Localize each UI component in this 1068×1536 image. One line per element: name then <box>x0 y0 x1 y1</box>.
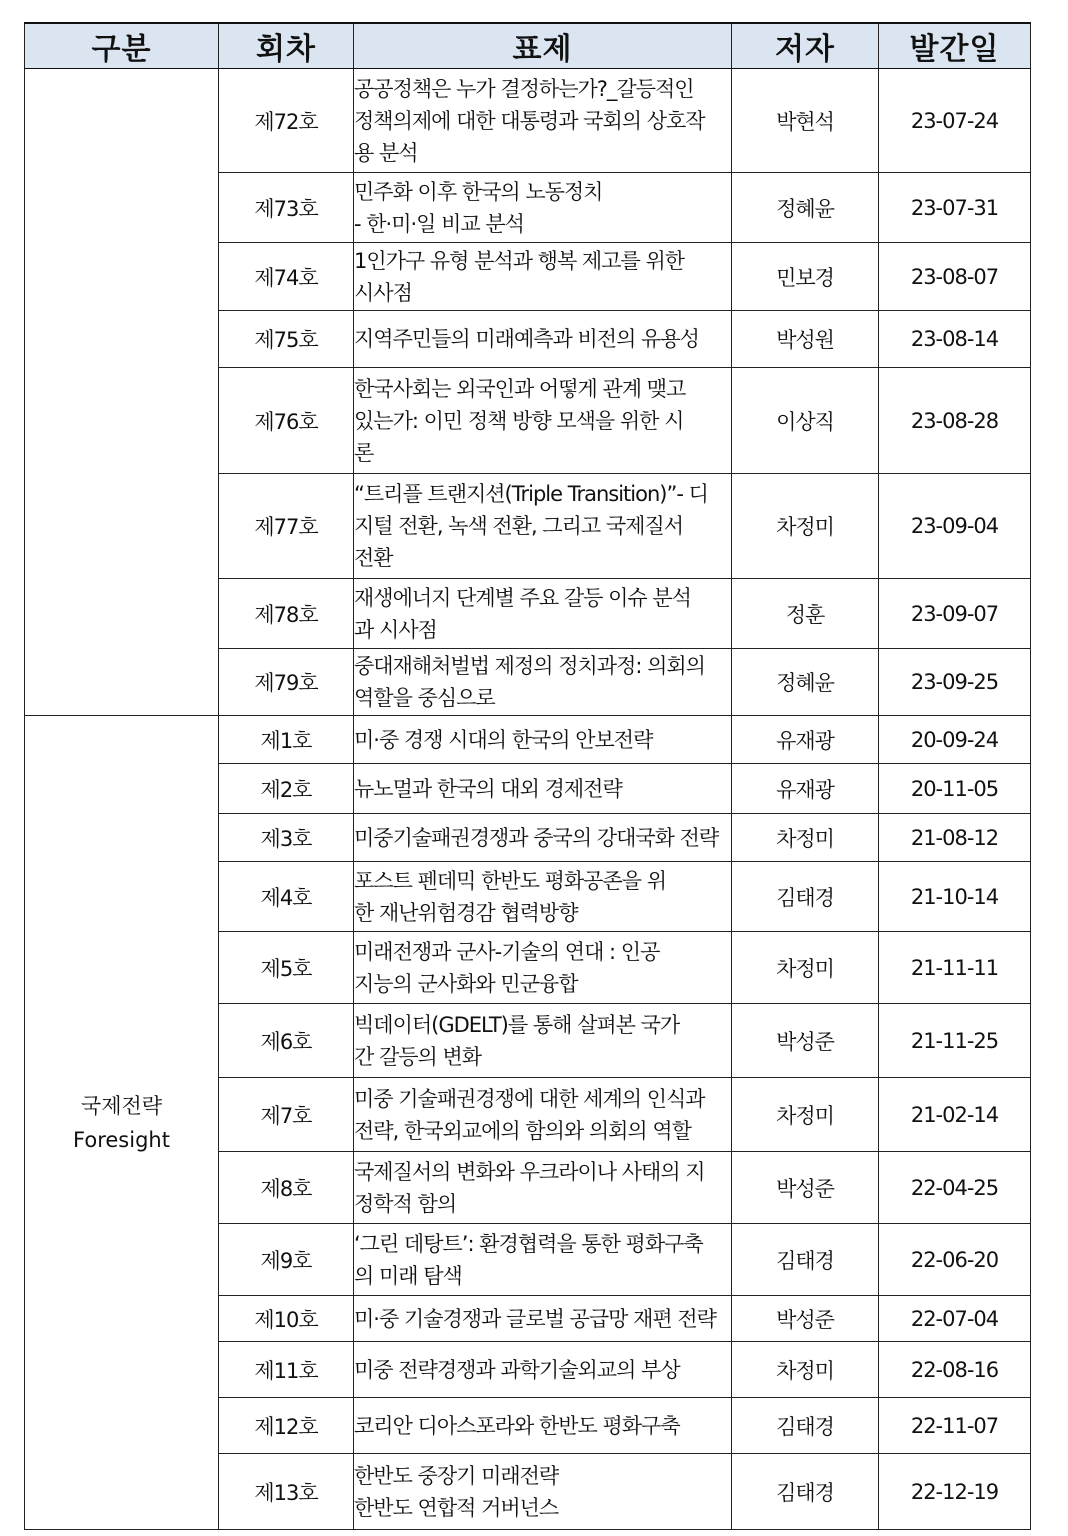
publish-date-cell: 21-11-11 <box>879 932 1031 1004</box>
title-line: 지능의 군사화와 민군융합 <box>354 971 578 996</box>
issue-number-cell: 제1호 <box>219 716 354 764</box>
issue-number-cell: 제77호 <box>219 474 354 579</box>
issue-number-cell: 제11호 <box>219 1342 354 1398</box>
title-cell <box>354 1004 732 1078</box>
title-line: 민주화 이후 한국의 노동정치 <box>354 179 603 204</box>
publish-date-cell: 23-07-31 <box>879 173 1031 243</box>
title-line: 공공정책은 누가 결정하는가?_갈등적인 <box>354 76 694 101</box>
issue-number-cell: 제13호 <box>219 1454 354 1530</box>
publish-date-cell: 23-09-04 <box>879 474 1031 579</box>
title-cell <box>354 1296 732 1342</box>
title-line: - 한·미·일 비교 분석 <box>354 211 524 236</box>
author-cell: 박성준 <box>732 1004 879 1078</box>
publication-table <box>24 22 1031 1530</box>
title-cell <box>354 1454 732 1530</box>
author-cell: 이상직 <box>732 368 879 474</box>
author-cell: 박성준 <box>732 1152 879 1224</box>
table-body <box>25 69 1031 1530</box>
header-publish-date: 발간일 <box>879 23 1031 69</box>
publish-date-cell: 23-09-25 <box>879 649 1031 716</box>
author-cell: 박현석 <box>732 69 879 173</box>
publish-date-cell: 23-08-14 <box>879 311 1031 368</box>
author-cell: 유재광 <box>732 716 879 764</box>
title-cell <box>354 69 732 173</box>
title-cell <box>354 1078 732 1152</box>
title-line: 한반도 연합적 거버넌스 <box>354 1495 559 1520</box>
title-line: 미·중 기술경쟁과 글로벌 공급망 재편 전략 <box>354 1306 716 1331</box>
title-cell <box>354 368 732 474</box>
title-line: 있는가: 이민 정책 방향 모색을 위한 시 <box>354 408 684 433</box>
issue-number-cell: 제5호 <box>219 932 354 1004</box>
table-row <box>25 69 1031 173</box>
title-cell <box>354 649 732 716</box>
title-line: “트리플 트랜지션(Triple Transition)”- 디 <box>354 482 708 506</box>
title-line: 역할을 중심으로 <box>354 686 495 710</box>
table-row <box>25 716 1031 764</box>
title-cell <box>354 579 732 649</box>
title-cell <box>354 932 732 1004</box>
title-line: 미중기술패권경쟁과 중국의 강대국화 전략 <box>354 825 719 850</box>
publish-date-cell: 22-04-25 <box>879 1152 1031 1224</box>
publish-date-cell: 22-06-20 <box>879 1224 1031 1296</box>
author-cell: 차정미 <box>732 932 879 1004</box>
title-line: 지역주민들의 미래예측과 비전의 유용성 <box>354 327 699 351</box>
publish-date-cell: 21-10-14 <box>879 862 1031 932</box>
title-line: 정책의제에 대한 대통령과 국회의 상호작 <box>354 108 705 133</box>
title-cell <box>354 764 732 814</box>
issue-number-cell: 제78호 <box>219 579 354 649</box>
publish-date-cell: 21-08-12 <box>879 814 1031 862</box>
title-line: 론 <box>354 440 374 465</box>
title-cell <box>354 862 732 932</box>
title-line: 재생에너지 단계별 주요 갈등 이슈 분석 <box>354 585 691 610</box>
title-cell <box>354 243 732 311</box>
author-cell: 차정미 <box>732 1342 879 1398</box>
title-cell <box>354 1152 732 1224</box>
author-cell: 민보경 <box>732 243 879 311</box>
issue-number-cell: 제8호 <box>219 1152 354 1224</box>
issue-number-cell: 제9호 <box>219 1224 354 1296</box>
issue-number-cell: 제79호 <box>219 649 354 716</box>
title-line: 포스트 펜데믹 한반도 평화공존을 위 <box>354 868 666 893</box>
title-line: 중대재해처벌법 제정의 정치과정: 의회의 <box>354 654 705 678</box>
issue-number-cell: 제6호 <box>219 1004 354 1078</box>
title-cell <box>354 1398 732 1454</box>
header-row <box>25 23 1031 69</box>
issue-number-cell: 제76호 <box>219 368 354 474</box>
author-cell: 차정미 <box>732 474 879 579</box>
header-author: 저자 <box>732 23 879 69</box>
title-cell <box>354 1224 732 1296</box>
publish-date-cell: 23-08-07 <box>879 243 1031 311</box>
publish-date-cell: 21-11-25 <box>879 1004 1031 1078</box>
publish-date-cell: 23-09-07 <box>879 579 1031 649</box>
author-cell: 김태경 <box>732 1454 879 1530</box>
issue-number-cell: 제7호 <box>219 1078 354 1152</box>
publish-date-cell: 23-07-24 <box>879 69 1031 173</box>
title-line: 미중 기술패권경쟁에 대한 세계의 인식과 <box>354 1086 705 1111</box>
issue-number-cell: 제3호 <box>219 814 354 862</box>
author-cell: 김태경 <box>732 1224 879 1296</box>
header-category: 구분 <box>25 23 219 69</box>
issue-number-cell: 제73호 <box>219 173 354 243</box>
title-line: 한반도 중장기 미래전략 <box>354 1463 559 1488</box>
author-cell: 정훈 <box>732 579 879 649</box>
publish-date-cell: 22-12-19 <box>879 1454 1031 1530</box>
title-line: 간 갈등의 변화 <box>354 1044 482 1069</box>
author-cell: 김태경 <box>732 1398 879 1454</box>
title-line: 코리안 디아스포라와 한반도 평화구축 <box>354 1413 680 1438</box>
title-cell <box>354 311 732 368</box>
title-line: 한 재난위험경감 협력방향 <box>354 900 578 925</box>
issue-number-cell: 제74호 <box>219 243 354 311</box>
author-cell: 차정미 <box>732 1078 879 1152</box>
title-line: 정학적 함의 <box>354 1191 457 1216</box>
title-line: ‘그린 데탕트’: 환경협력을 통한 평화구축 <box>354 1231 703 1256</box>
issue-number-cell: 제10호 <box>219 1296 354 1342</box>
title-line: 전략, 한국외교에의 함의와 의회의 역할 <box>354 1118 691 1143</box>
header-title: 표제 <box>354 23 732 69</box>
title-line: 미중 전략경쟁과 과학기술외교의 부상 <box>354 1357 680 1382</box>
title-cell <box>354 1342 732 1398</box>
issue-number-cell: 제72호 <box>219 69 354 173</box>
author-cell: 정혜윤 <box>732 649 879 716</box>
author-cell: 박성원 <box>732 311 879 368</box>
header-issue-number: 회차 <box>219 23 354 69</box>
title-line: 뉴노멀과 한국의 대외 경제전략 <box>354 776 622 801</box>
title-line: 시사점 <box>354 280 412 305</box>
publish-date-cell: 20-11-05 <box>879 764 1031 814</box>
title-cell <box>354 716 732 764</box>
title-line: 의 미래 탐색 <box>354 1263 462 1288</box>
publish-date-cell: 22-11-07 <box>879 1398 1031 1454</box>
title-line: 1인가구 유형 분석과 행복 제고를 위한 <box>354 248 685 273</box>
publish-date-cell: 22-08-16 <box>879 1342 1031 1398</box>
title-line: 전환 <box>354 546 393 570</box>
issue-number-cell: 제2호 <box>219 764 354 814</box>
category-cell <box>25 69 219 716</box>
title-line: 미·중 경쟁 시대의 한국의 안보전략 <box>354 727 653 752</box>
author-cell: 유재광 <box>732 764 879 814</box>
author-cell: 박성준 <box>732 1296 879 1342</box>
title-line: 미래전쟁과 군사-기술의 연대 : 인공 <box>354 939 660 964</box>
publish-date-cell: 20-09-24 <box>879 716 1031 764</box>
publish-date-cell: 22-07-04 <box>879 1296 1031 1342</box>
title-cell <box>354 474 732 579</box>
title-line: 국제질서의 변화와 우크라이나 사태의 지 <box>354 1159 705 1184</box>
issue-number-cell: 제4호 <box>219 862 354 932</box>
publish-date-cell: 21-02-14 <box>879 1078 1031 1152</box>
title-cell <box>354 814 732 862</box>
title-line: 지털 전환, 녹색 전환, 그리고 국제질서 <box>354 514 684 538</box>
author-cell: 차정미 <box>732 814 879 862</box>
title-line: 과 시사점 <box>354 617 437 642</box>
category-label: Foresight <box>73 1127 170 1152</box>
title-line: 한국사회는 외국인과 어떻게 관계 맺고 <box>354 376 686 401</box>
title-cell <box>354 173 732 243</box>
author-cell: 정혜윤 <box>732 173 879 243</box>
title-line: 용 분석 <box>354 140 418 165</box>
category-cell <box>25 716 219 1530</box>
issue-number-cell: 제12호 <box>219 1398 354 1454</box>
author-cell: 김태경 <box>732 862 879 932</box>
issue-number-cell: 제75호 <box>219 311 354 368</box>
publish-date-cell: 23-08-28 <box>879 368 1031 474</box>
category-label: 국제전략 <box>80 1093 163 1118</box>
title-line: 빅데이터(GDELT)를 통해 살펴본 국가 <box>354 1012 680 1037</box>
